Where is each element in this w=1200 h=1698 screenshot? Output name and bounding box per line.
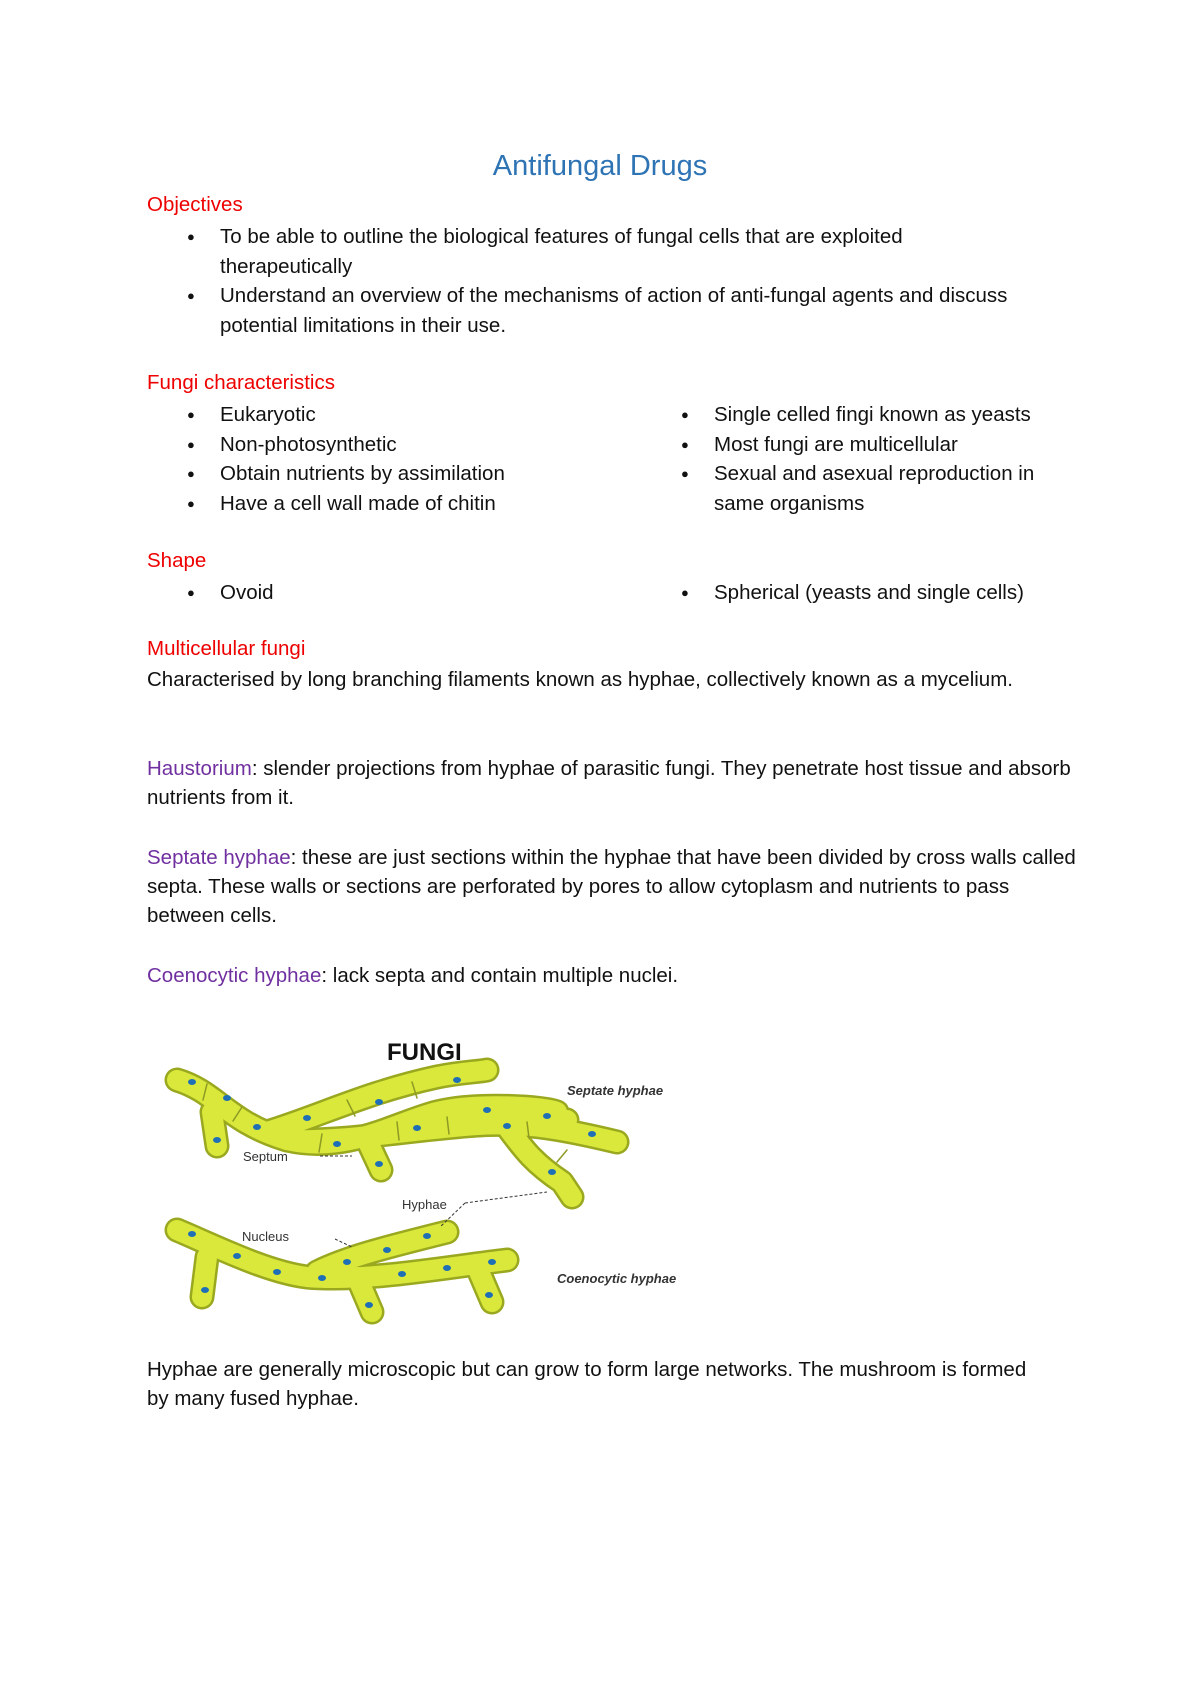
haustorium-term: Haustorium [147, 757, 252, 780]
haustorium-text: : slender projections from hyphae of parasitic fungi. They penetrate host tissue and absorb nutrients from it. [147, 757, 1071, 809]
septate-paragraph [147, 843, 1077, 930]
characteristics-left-list [147, 400, 597, 518]
figure-title: FUNGI [387, 1039, 462, 1066]
characteristics-right-list [641, 400, 1081, 518]
objective-item: ● To be able to outline the biological features of fungal cells that are exploited therapeutically [147, 222, 1027, 281]
label-septum: Septum [243, 1149, 288, 1164]
characteristic-item: ● Non-photosynthetic [147, 430, 597, 460]
label-septate-hyphae: Septate hyphae [567, 1083, 664, 1098]
page-title: Antifungal Drugs [492, 150, 708, 182]
multicellular-heading: Multicellular fungi [147, 637, 306, 660]
shape-left-list [147, 578, 597, 608]
characteristic-item: ● Single celled fingi known as yeasts [641, 400, 1081, 430]
label-nucleus: Nucleus [242, 1229, 289, 1244]
shape-item: ● Ovoid [147, 578, 597, 608]
characteristic-item: ● Obtain nutrients by assimilation [147, 459, 597, 489]
shape-item: ● Spherical (yeasts and single cells) [641, 578, 1081, 608]
haustorium-paragraph [147, 754, 1077, 812]
characteristic-item: ● Most fungi are multicellular [641, 430, 1081, 460]
septate-term: Septate hyphae [147, 846, 291, 869]
objectives-heading: Objectives [147, 193, 243, 216]
label-hyphae: Hyphae [402, 1197, 447, 1212]
objectives-list [147, 222, 1027, 340]
characteristic-item: ● Have a cell wall made of chitin [147, 489, 597, 519]
fungi-diagram [147, 1022, 699, 1349]
objective-item: ● Understand an overview of the mechanisms of action of anti-fungal agents and discuss potential limitations in their use. [147, 281, 1027, 340]
shape-right-list [641, 578, 1081, 608]
multicellular-text: Characterised by long branching filaments known as hyphae, collectively known as a mycelium. [147, 668, 1013, 691]
characteristic-item: ● Eukaryotic [147, 400, 597, 430]
shape-heading: Shape [147, 549, 207, 572]
closing-text: Hyphae are generally microscopic but can grow to form large networks. The mushroom is formed by many fused hyphae. [147, 1358, 1027, 1410]
fungi-characteristics-heading: Fungi characteristics [147, 371, 335, 394]
coenocytic-paragraph [147, 961, 1077, 990]
coenocytic-term: Coenocytic hyphae [147, 964, 322, 987]
characteristic-item: ● Sexual and asexual reproduction in same organisms [641, 459, 1081, 518]
septate-text: : these are just sections within the hyphae that have been divided by cross walls called septa. These walls or sections are perforated by pores to allow cytoplasm and nutrients to pass between cells. [147, 846, 1076, 927]
coenocytic-text: : lack septa and contain multiple nuclei. [321, 964, 679, 987]
label-coenocytic-hyphae: Coenocytic hyphae [557, 1271, 677, 1286]
